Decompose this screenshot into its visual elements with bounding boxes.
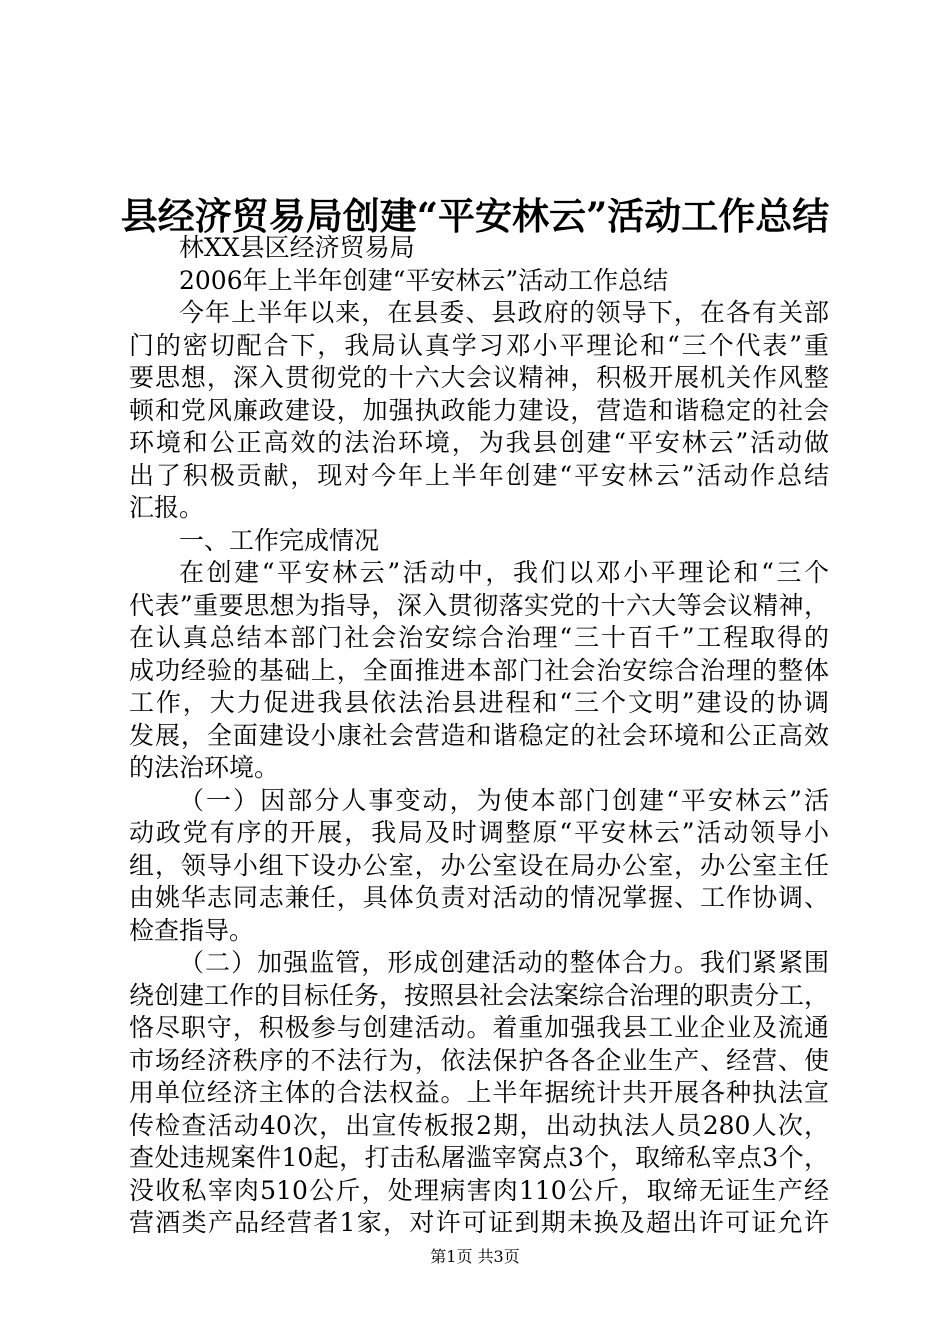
text-line: 查处违规案件10起，打击私屠滥宰窝点3个，取缔私宰点3个，: [129, 1143, 829, 1172]
text-line: 发展，全面建设小康社会营造和谐稳定的社会环境和公正高效: [129, 720, 829, 750]
text-line: 传检查活动40次，出宣传板报2期，出动执法人员280人次，: [129, 1110, 829, 1140]
text-line: 今年上半年以来，在县委、县政府的领导下，在各有关部: [179, 298, 829, 327]
text-line: 2006年上半年创建“平安林云”活动工作总结: [179, 265, 669, 295]
text-line: 汇报。: [129, 493, 205, 522]
text-line: 一、工作完成情况: [179, 525, 380, 555]
document-title: 县经济贸易局创建“平安林云”活动工作总结: [120, 194, 830, 238]
text-line: 门的密切配合下，我局认真学习邓小平理论和“三个代表”重: [129, 330, 829, 360]
text-line: 没收私宰肉510公斤，处理病害肉110公斤，取缔无证生产经: [129, 1175, 829, 1205]
text-line: 检查指导。: [129, 915, 255, 945]
text-line: 市场经济秩序的不法行为，依法保护各各企业生产、经营、使: [129, 1045, 829, 1075]
text-line: 出了积极贡献，现对今年上半年创建“平安林云”活动作总结: [129, 460, 829, 490]
text-line: 在认真总结本部门社会治安综合治理“三十百千”工程取得的: [129, 623, 829, 652]
document-body: [129, 232, 829, 1240]
text-line: 的法治环境。: [129, 753, 280, 782]
text-line: 绕创建工作的目标任务，按照县社会法案综合治理的职责分工，: [129, 980, 829, 1010]
text-line: 组，领导小组下设办公室，办公室设在局办公室，办公室主任: [129, 850, 829, 880]
text-line: 环境和公正高效的法治环境，为我县创建“平安林云”活动做: [129, 428, 829, 457]
text-line: 动政党有序的开展，我局及时调整原“平安林云”活动领导小: [129, 818, 829, 847]
text-line: 顿和党风廉政建设，加强执政能力建设，营造和谐稳定的社会: [129, 395, 829, 425]
page-footer: 第1页 共3页: [430, 1247, 520, 1266]
text-line: （一）因部分人事变动，为使本部门创建“平安林云”活: [179, 785, 829, 815]
text-line: 工作，大力促进我县依法治县进程和“三个文明”建设的协调: [129, 688, 829, 717]
text-line: 代表”重要思想为指导，深入贯彻落实党的十六大等会议精神，: [129, 590, 829, 620]
text-line: 由姚华志同志兼任，具体负责对活动的情况掌握、工作协调、: [129, 883, 829, 912]
text-line: （二）加强监管，形成创建活动的整体合力。我们紧紧围: [179, 948, 829, 977]
text-line: 用单位经济主体的合法权益。上半年据统计共开展各种执法宣: [129, 1078, 829, 1107]
text-line: 营酒类产品经营者1家，对许可证到期未换及超出许可证允许: [129, 1208, 829, 1237]
text-line: 林XX县区经济贸易局: [179, 233, 415, 262]
text-line: 恪尽职守，积极参与创建活动。着重加强我县工业企业及流通: [129, 1013, 829, 1042]
text-line: 成功经验的基础上，全面推进本部门社会治安综合治理的整体: [129, 655, 829, 685]
text-line: 要思想，深入贯彻党的十六大会议精神，积极开展机关作风整: [129, 363, 829, 392]
text-line: 在创建“平安林云”活动中，我们以邓小平理论和“三个: [179, 558, 829, 587]
